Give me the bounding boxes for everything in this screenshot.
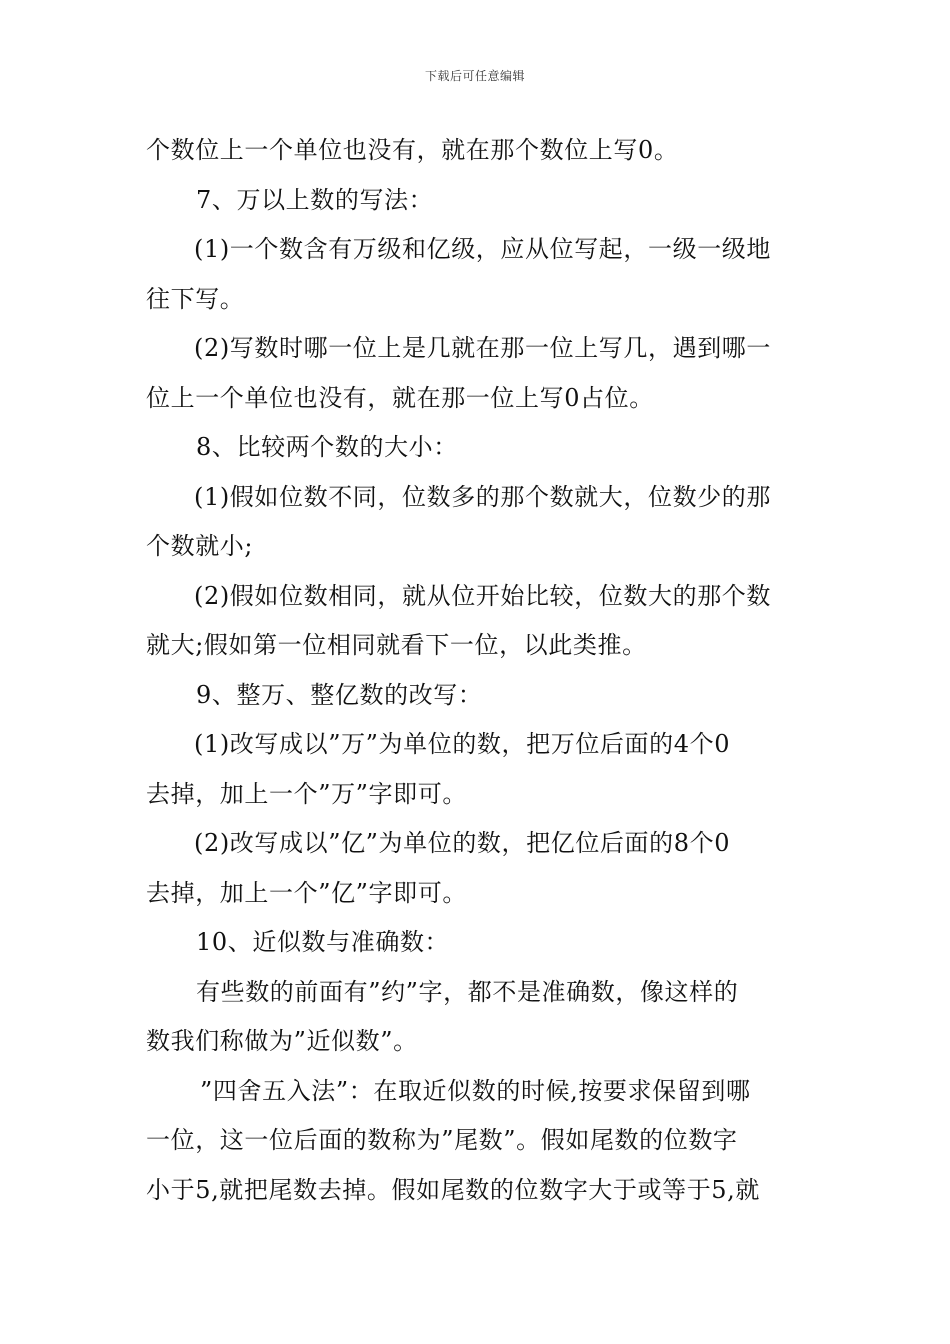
text-line: (1)一个数含有万级和亿级，应从位写起，一级一级地 — [194, 235, 771, 263]
text-line: 往下写。 — [146, 284, 245, 313]
text-line: (2)改写成以”亿”为单位的数，把亿位后面的8个0 — [194, 829, 731, 857]
text-line: (2)假如位数相同，就从位开始比较，位数大的那个数 — [194, 581, 771, 610]
text-line: 位上一个单位也没有，就在那一位上写0占位。 — [146, 383, 654, 412]
text-line: 小于5,就把尾数去掉。假如尾数的位数字大于或等于5,就 — [146, 1175, 760, 1204]
text-line: 去掉，加上一个”万”字即可。 — [146, 779, 467, 808]
page-header: 下载后可任意编辑 — [424, 69, 525, 83]
section-heading-10: 10、近似数与准确数： — [196, 928, 450, 956]
text-line: 一位，这一位后面的数称为”尾数”。假如尾数的位数字 — [146, 1126, 738, 1154]
text-line: 就大;假如第一位相同就看下一位，以此类推。 — [146, 631, 647, 659]
text-line: 有些数的前面有”约”字，都不是准确数，像这样的 — [196, 977, 739, 1006]
text-line: 去掉，加上一个”亿”字即可。 — [146, 878, 467, 907]
text-line: 个数就小; — [146, 532, 254, 560]
text-line: 个数位上一个单位也没有，就在那个数位上写0。 — [146, 136, 679, 164]
text-line: (2)写数时哪一位上是几就在那一位上写几，遇到哪一 — [194, 334, 771, 362]
section-heading-9: 9、整万、整亿数的改写： — [196, 680, 483, 709]
text-line: (1)改写成以”万”为单位的数，把万位后面的4个0 — [194, 730, 731, 758]
section-heading-8: 8、比较两个数的大小： — [196, 433, 458, 461]
text-line: ”四舍五入法”：在取近似数的时候,按要求保留到哪 — [200, 1076, 751, 1105]
text-line: 数我们称做为”近似数”。 — [146, 1027, 418, 1055]
section-heading-7: 7、万以上数的写法： — [196, 185, 434, 214]
text-line: (1)假如位数不同，位数多的那个数就大，位数少的那 — [194, 482, 771, 511]
document-body — [146, 126, 808, 1215]
